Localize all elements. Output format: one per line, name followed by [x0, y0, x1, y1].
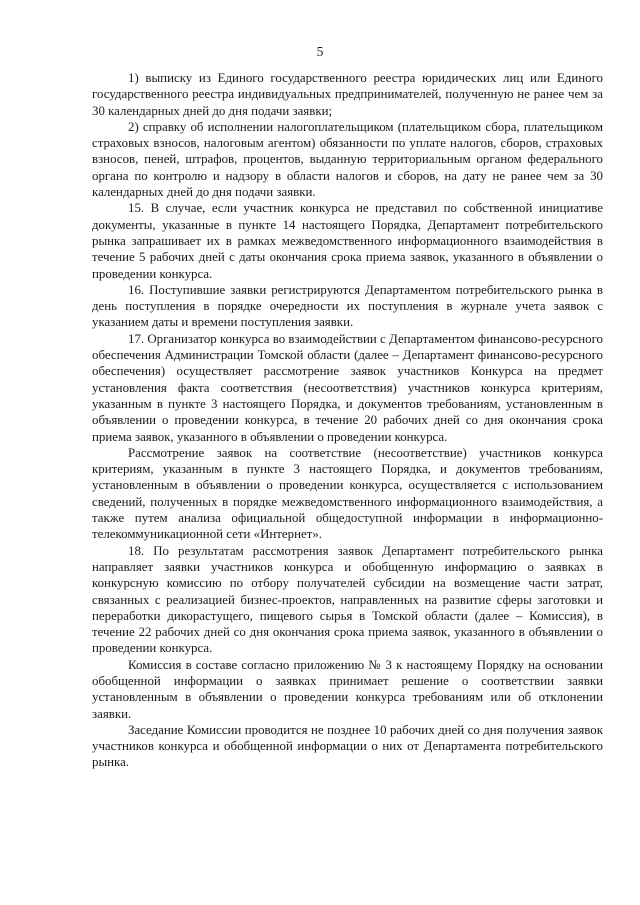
document-body	[92, 70, 603, 771]
paragraph-review-criteria: Рассмотрение заявок на соответствие (несоответствие) участников конкурса критериям, указанным в пункте 3 настоящего Порядка, и документов требованиям, установленным в объявлении о проведении конкурса, осуществляется с использованием сведений, полученных в порядке межведомственного информационного взаимодействия, а также путем анализа официальной общедоступной информации в информационно-телекоммуникационной сети «Интернет».	[92, 445, 603, 542]
paragraph-clause-16: 16. Поступившие заявки регистрируются Департаментом потребительского рынка в день поступления в порядке очередности их поступления в журнале учета заявок с указанием даты и времени поступления заявки.	[92, 282, 603, 330]
paragraph-item-1: 1) выписку из Единого государственного реестра юридических лиц или Единого государственного реестра индивидуальных предпринимателей, полученную не ранее чем за 30 календарных дней до дня подачи заявки;	[92, 71, 603, 118]
paragraph-commission-meeting: Заседание Комиссии проводится не позднее 10 рабочих дней со дня получения заявок участников конкурса и обобщенной информации о них от Департамента потребительского рынка.	[92, 722, 603, 770]
page-number: 5	[316, 44, 324, 59]
paragraph-clause-15: 15. В случае, если участник конкурса не представил по собственной инициативе документы, указанные в пункте 14 настоящего Порядка, Департамент потребительского рынка запрашивает их в рамках межведомственного информационного взаимодействия в течение 5 рабочих дней с даты окончания срока приема заявок, указанного в объявлении о проведении конкурса.	[92, 201, 603, 281]
paragraph-commission-decision: Комиссия в составе согласно приложению № 3 к настоящему Порядку на основании обобщенной информации о заявках принимает решение о соответствии заявки установленным в объявлении о проведении конкурса требованиям или об отклонении заявки.	[92, 657, 603, 721]
paragraph-item-2: 2) справку об исполнении налогоплательщиком (плательщиком сбора, плательщиком страховых взносов, налоговым агентом) обязанности по уплате налогов, сборов, страховых взносов, пеней, штрафов, процентов, выданную территориальным органом федерального органа по контролю и надзору в области налогов и сборов, на дату не ранее чем за 30 календарных дней до дня подачи заявки.	[92, 119, 603, 200]
paragraph-clause-17: 17. Организатор конкурса во взаимодействии с Департаментом финансово-ресурсного обеспечения Администрации Томской области (далее – Департамент финансово-ресурсного обеспечения) осуществляет рассмотрение заявок участников Конкурса на предмет установления факта соответствия (несоответствия) участников конкурса критериям, указанным в пункте 3 настоящего Порядка, и документов требованиям, установленным в объявлении о проведении конкурса, в течение 20 рабочих дней со дня окончания срока приема заявок, указанного в объявлении о проведении конкурса.	[92, 331, 603, 444]
paragraph-clause-18: 18. По результатам рассмотрения заявок Департамент потребительского рынка направляет заявки участников конкурса и обобщенную информацию о заявках в конкурсную комиссию по отбору получателей субсидии на возмещение части затрат, связанных с реализацией бизнес-проектов, направленных на развитие сферы заготовки и переработки дикорастущего, пищевого сырья в Томской области (далее – Комиссия), в течение 22 рабочих дней со дня окончания срока приема заявок, указанного в объявлении о проведении конкурса.	[92, 543, 603, 656]
